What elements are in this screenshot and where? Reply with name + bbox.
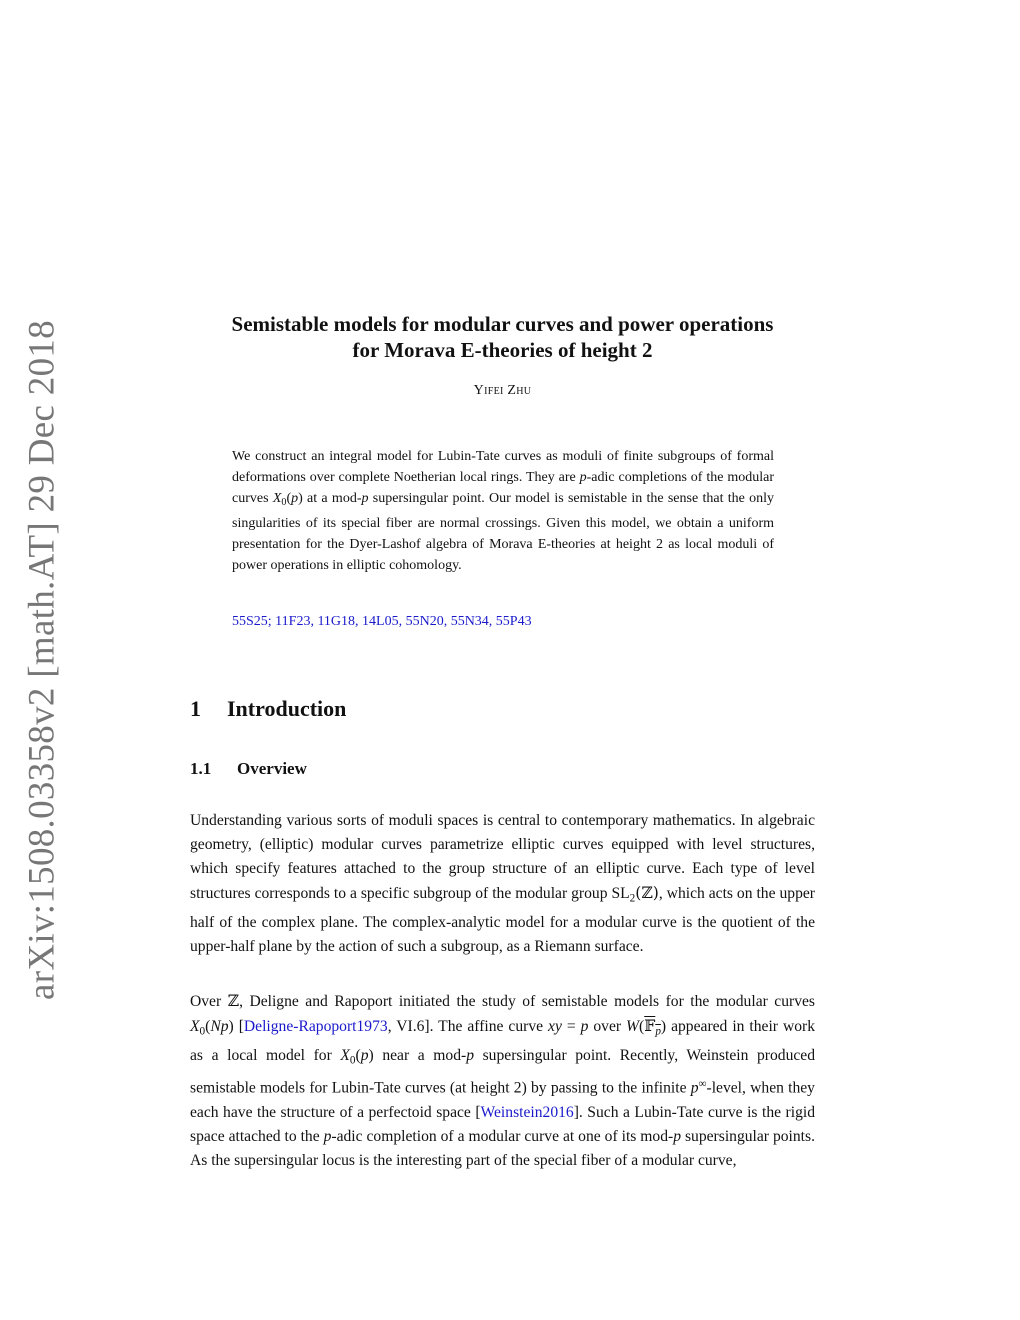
abstract [232, 447, 774, 576]
subsection-number: 1.1 [190, 759, 212, 778]
subsection-heading [190, 759, 307, 779]
abstract-text: We construct an integral model for Lubin-Tate curves as moduli of finite subgroups of formal deformations over complete Noetherian local rings. They are p-adic completions of the modular curves $X_0(p)$ at a mod-p supersingular point. Our model is semistable in the sense that the only singularities of its special fiber are normal crossings. Given this model, we obtain a uniform presentation for the Dyer-Lashof algebra of Morava E-theories at height 2 as local moduli of power operations in elliptic cohomology. [232, 449, 774, 573]
msc-classification-link[interactable]: 55S25; 11F23, 11G18, 14L05, 55N20, 55N34, 55P43 [232, 614, 532, 629]
citation-deligne-rapoport[interactable]: Deligne-Rapoport1973 [243, 1018, 388, 1036]
arxiv-identifier: arXiv:1508.03358v2 [math.AT] 29 Dec 2018 [21, 320, 63, 1000]
paragraph-1: Understanding various sorts of moduli spaces is central to contemporary mathematics. In algebraic geometry, (elliptic) modular curves parametrize elliptic curves equipped with level structures, which specify features attached to the group structure of an elliptic curve. Each type of level structures corresponds to a specific subgroup of the modular group $SL_2(ℤ)$, which acts on the upper half of the complex plane. The complex-analytic model for a modular curve is the quotient of the upper-half plane by the action of such a subgroup, as a Riemann surface. [190, 812, 815, 955]
citation-weinstein[interactable]: Weinstein2016 [480, 1103, 574, 1121]
paper-title [190, 311, 815, 363]
section-number: 1 [190, 696, 201, 721]
subsection-title: Overview [237, 759, 307, 778]
title-line-1: Semistable models for modular curves and power operations [231, 312, 774, 336]
author-name: Yifei Zhu [473, 383, 532, 398]
section-title: Introduction [227, 696, 347, 721]
title-line-2: for Morava E-theories of height 2 [352, 338, 653, 362]
section-heading [190, 696, 346, 722]
paragraph-2: Over ℤ, Deligne and Rapoport initiated the study of semistable models for the modular curves $X_0(Np)$ [Deligne-Rapoport1973, VI.6]. The affine curve xy = p over W(𝔽$_p$) appeared in their work as a local model for $X_0(p)$ near a mod-p supersingular point. Recently, Weinstein produced semistable models for Lubin-Tate curves (at height 2) by passing to the infinite p∞-level, when they each have the structure of a perfectoid space [Weinstein2016]. Such a Lubin-Tate curve is the rigid space attached to the p-adic completion of a modular curve at one of its mod-p supersingular points. As the supersingular locus is the interesting part of the special fiber of a modular curve, [190, 992, 816, 1169]
